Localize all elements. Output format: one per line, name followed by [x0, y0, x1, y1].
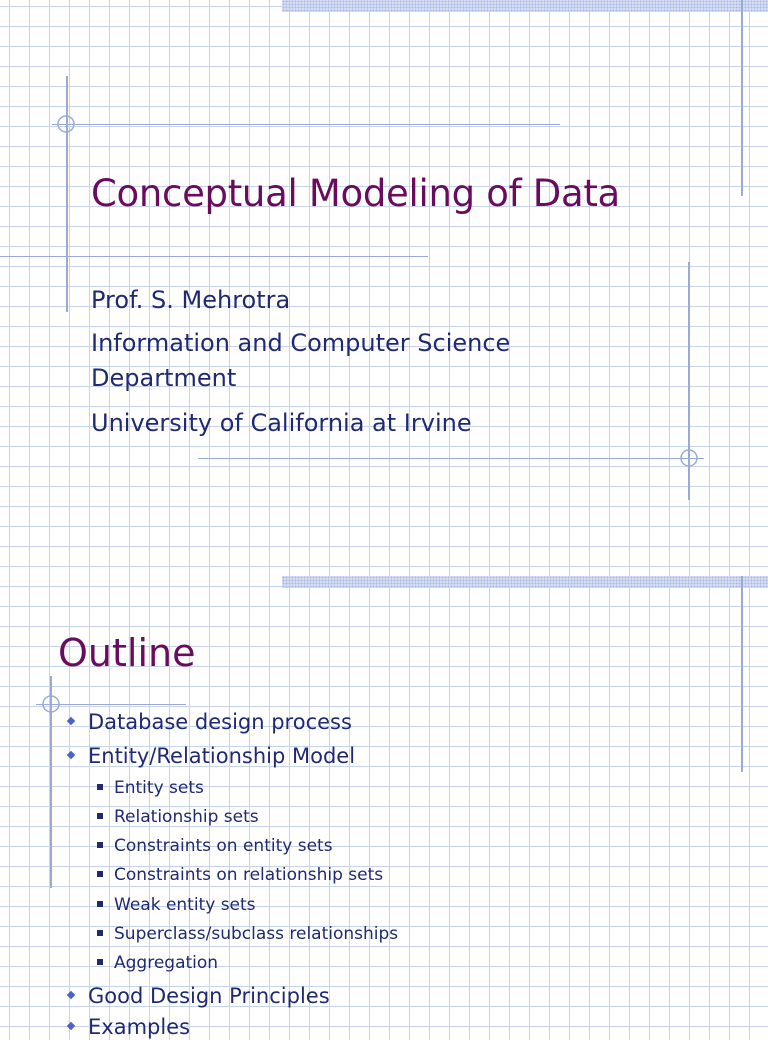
list-item-label: Entity/Relationship Model — [88, 744, 356, 768]
list-subitem-label: Relationship sets — [114, 807, 259, 827]
square-bullet-icon — [97, 813, 103, 819]
list-item-label: Examples — [88, 1015, 191, 1039]
diamond-bullet-icon — [67, 1022, 75, 1030]
author-name: Prof. S. Mehrotra — [91, 286, 291, 314]
diamond-bullet-icon — [67, 717, 75, 725]
dotted-header-band — [282, 0, 768, 12]
list-subitem — [114, 777, 204, 799]
slide-title: Outline — [58, 631, 196, 675]
decor-horizontal-line-top — [52, 124, 560, 125]
decor-horizontal-line-mid — [0, 256, 428, 257]
list-item-label: Good Design Principles — [88, 984, 330, 1008]
decor-horizontal-line-bottom — [198, 458, 704, 459]
university-name: University of California at Irvine — [91, 409, 472, 437]
list-subitem — [114, 952, 218, 974]
list-item — [88, 743, 355, 769]
decor-vertical-line-right-top — [741, 576, 743, 772]
list-subitem-label: Aggregation — [114, 953, 219, 973]
square-bullet-icon — [97, 959, 103, 965]
list-subitem-label: Constraints on entity sets — [114, 836, 333, 856]
square-bullet-icon — [97, 901, 103, 907]
list-subitem — [114, 806, 259, 828]
list-item — [88, 983, 330, 1009]
list-subitem-label: Entity sets — [114, 778, 204, 798]
diamond-bullet-icon — [67, 751, 75, 759]
outline-slide — [0, 576, 768, 1039]
square-bullet-icon — [97, 842, 103, 848]
list-item-label: Database design process — [88, 710, 352, 734]
crosshair-circle-icon — [679, 448, 699, 468]
list-subitem — [114, 864, 383, 886]
dotted-header-band — [282, 576, 768, 588]
list-subitem-label: Constraints on relationship sets — [114, 865, 384, 885]
diamond-bullet-icon — [67, 991, 75, 999]
list-item — [88, 709, 352, 735]
crosshair-circle-icon — [56, 114, 76, 134]
square-bullet-icon — [97, 930, 103, 936]
slide-title: Conceptual Modeling of Data — [91, 172, 620, 215]
square-bullet-icon — [97, 784, 103, 790]
list-subitem — [114, 923, 398, 945]
list-subitem-label: Weak entity sets — [114, 895, 256, 915]
list-subitem-label: Superclass/subclass relationships — [114, 924, 399, 944]
list-subitem — [114, 894, 256, 916]
list-subitem — [114, 835, 333, 857]
decor-vertical-line-left — [66, 76, 68, 312]
square-bullet-icon — [97, 871, 103, 877]
decor-vertical-line-right-top — [741, 0, 743, 196]
list-item — [88, 1014, 190, 1040]
department-name: Information and Computer Science Department — [91, 329, 511, 392]
crosshair-circle-icon — [41, 694, 61, 714]
